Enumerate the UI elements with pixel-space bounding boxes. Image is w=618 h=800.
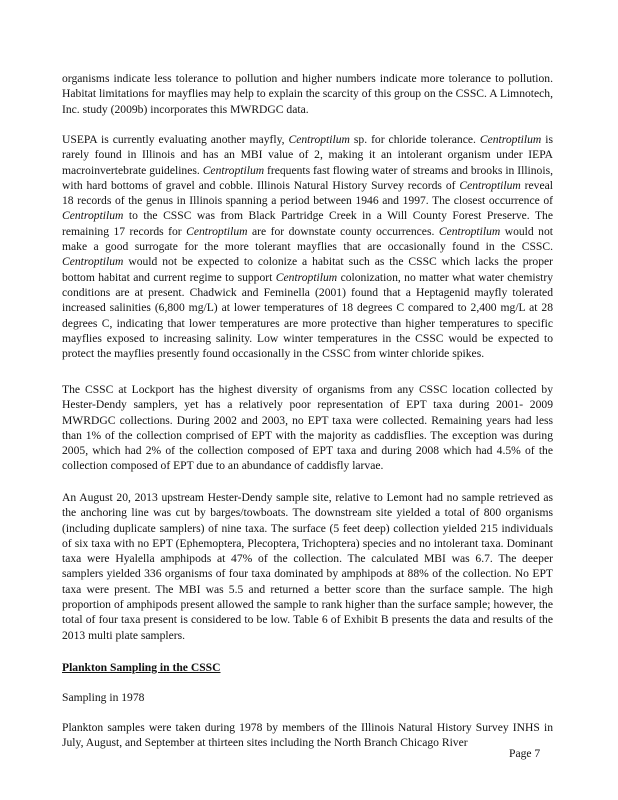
paragraph-centroptilum: USEPA is currently evaluating another mayfly, Centroptilum sp. for chloride tolerance. Centroptilum is rarely found in Illinois and has an MBI value of 2, making it an intolerant organism under IEPA macroinvertebrate guidelines. Centroptilum frequents fast flowing water of streams and brooks in Illinois, with hard bottoms of gravel and cobble. Illinois Natural History Survey records of Centroptilum reveal 18 records of the genus in Illinois spanning a period between 1946 and 1997. The closest occurrence of Centroptilum to the CSSC was from Black Partridge Creek in a Will County Forest Preserve. The remaining 17 records for Centroptilum are for downstate county occurrences. Centroptilum would not make a good surrogate for the more tolerant mayflies that are occasionally found in the CSSC. Centroptilum would not be expected to colonize a habitat such as the CSSC which lacks the proper bottom habitat and current regime to support Centroptilum colonization, no matter what water chemistry conditions are at present. Chadwick and Feminella (2001) found that a Heptagenid mayfly tolerated increased salinities (6,800 mg/L) at lower temperatures of 18 degrees C compared to 2,400 mg/L at 28 degrees C, indicating that lower temperatures are more protective than higher temperatures to specific mayflies exposed to increasing salinity. Low winter temperatures in the CSSC would be expected to protect the mayflies presently found occasionally in the CSSC from winter chloride spikes.: [62, 133, 553, 361]
paragraph-lockport-diversity: The CSSC at Lockport has the highest diversity of organisms from any CSSC location collected by Hester-Dendy samplers, yet has a relatively poor representation of EPT taxa during 2001- 2009 MWRDGC collections. During 2002 and 2003, no EPT taxa were collected. Remaining years had less than 1% of the collection comprised of EPT with the majority as caddisflies. The exception was during 2005, which had 2% of the collection composed of EPT taxa and during 2008 which had 4.5% of the collection composed of EPT due to an abundance of caddisfly larvae.: [62, 383, 553, 473]
section-heading-plankton: Plankton Sampling in the CSSC: [62, 661, 221, 674]
subheading-sampling-1978: Sampling in 1978: [62, 691, 145, 704]
paragraph-plankton-1978: Plankton samples were taken during 1978 by members of the Illinois Natural History Survey INHS in July, August, and September at thirteen sites including the North Branch Chicago River: [62, 721, 553, 750]
paragraph-mbi-tolerance: organisms indicate less tolerance to pollution and higher numbers indicate more tolerance to pollution. Habitat limitations for mayflies may help to explain the scarcity of this group on the CSSC. A Limnotech, Inc. study (2009b) incorporates this MWRDGC data.: [62, 72, 553, 116]
page-number: Page 7: [509, 747, 541, 760]
paragraph-august-2013-sample: An August 20, 2013 upstream Hester-Dendy sample site, relative to Lemont had no sample retrieved as the anchoring line was cut by barges/towboats. The downstream site yielded a total of 800 organisms (including duplicate samplers) of nine taxa. The surface (5 feet deep) collection yielded 215 individuals of six taxa with no EPT (Ephemoptera, Plecoptera, Trichoptera) species and no intolerant taxa. Dominant taxa were Hyalella amphipods at 47% of the collection. The calculated MBI was 6.7. The deeper samplers yielded 336 organisms of four taxa dominated by amphipods at 88% of the collection. No EPT taxa were present. The MBI was 5.5 and returned a better score than the surface sample. The high proportion of amphipods present allowed the sample to rank higher than the surface sample; however, the total of four taxa present is considered to be low. Table 6 of Exhibit B presents the data and results of the 2013 multi plate samplers.: [62, 491, 553, 642]
